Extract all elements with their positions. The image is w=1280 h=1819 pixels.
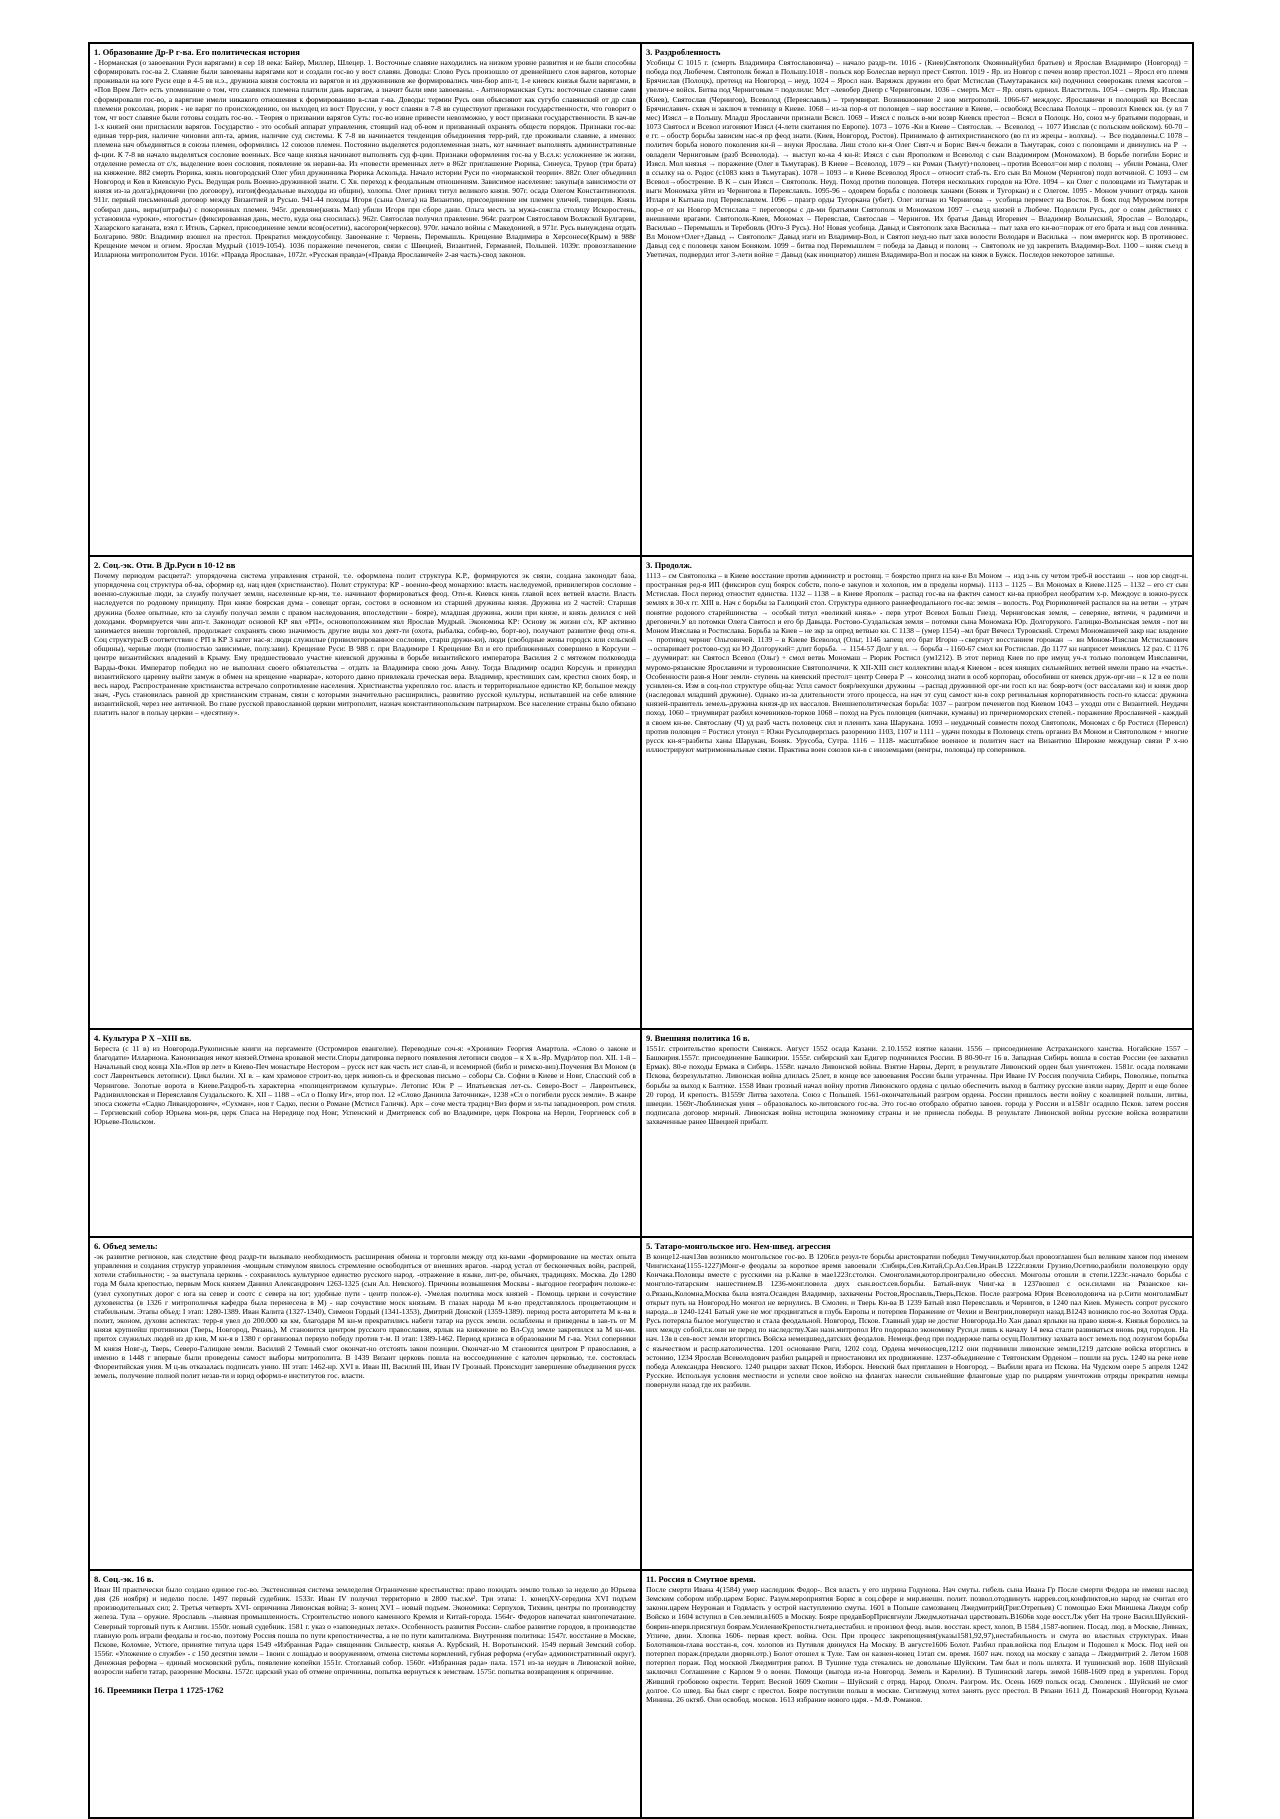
section-cell-4 xyxy=(89,1029,641,1237)
section-title-8: 8. Соц.-эк. 16 в. xyxy=(94,1574,154,1584)
section-text-3b: 1113 – см Святополка – в Киеве восстание против администр и ростовщ. = боярство пригл на кн-е Вл Моном → изд з-нь су четом треб-й восставш → нов юр сводт-н. пространная ред-я ИП (фиксиров сущ боярск собств, поло-е закупов и холопов, им в пределы нормы). 1113 – 1125 – Вл Мономах в Киеве.1125 – 1132 – его ст сын Мстислав. Посл период отностит единства. 1132 – 1138 – в Киеве Ярополк – распад гос-ва на фактич самост кн-ва приобрел необратим х-р. Междоус в южно-русск землях в 30-х гг. XIII в. Нач с борьбы за Галицкий стол. Структура единого раннефеодального гос-ва: земля – волость. Род Рюриковичей распался на на ветви → утрач понятие родового старейшинства → особый титул «великий князь» - перв утрот Всевол Больш Гнезд. Черниговская земля, – северяне, вятичи, ч радимичи и дреговичи.У вл потомки Олега Святосл и его бр Давыда. Ростово-Суздальская земля – потомки сына Мономаха Юр. Долгорукого. Галицко-Волынская земля - пот вн Моном Изяслава и Ростислава. Борьба за Киев – не зкр за опред ветвью кн. С 1138 – (умер 1154) –мл брат Вячесл Туровский. Стремл Мономашичей закр нас владение → противод черниг Ольговичей. 1139 – в Киеве Всеволод (Ольг, 1146 запещ его брат Игорю→свергнут восстанием горожан → вн Моном-Изяслав Мстиславович →оспаривает ростово-суд кн Ю Долгорукий= длит борьба. → 1154-57 Долг у вл. → борьба→1160-67 смол кн Ростислав. До 1177 кн наприсет менялись 12 раз. С 1176 – дуумвират: кн Святосл Всевол (Ольг) + смол ветвь Мономаш – Рюрик Ростисл (ум1212). В этот период Киев по пре имущ уч-л только половцем Изяславичи, муромо-рязанские Ярославичи и туровоинские Святополчичи. К XII-XIII сист коллективн влад-я Киевом - всея княщих сильнейших ветвей имели право на «часть». Особенности разв-я Новг земли- ступень на киевский престол= центр Севера Р → консолид знати в особ корпорац, обособивш от киевск друж-орг-ии – к 12 в ее полн уснвлен-ся. Изм в соц-пол структуре общ-ва: Успл самост бояр/вехушки дружины →распад дружинной орг-ии госп кл на: бояр-вотч (ост вассалами кн) и княж двор (наследовал младший дружине). Однако из-за длительности этого процесса, на нач эт сущ самост кн-в сохр регинальная корпоративность госп-го класса: дружина князей-правитель земель-дружина князя-др их вассалов. Внешнеполитическая борьба: 1037 – разгром печенегов под Киевом 1043 – уходш отн с Византией. Неудачн поход. 1060 – триумвират разбил кочевников-торков 1068 – поход на Русь половцев (кипчаки, куманы) из причерноморских степей.- поражение Ярославичей - каждый в своем кн-ве. Святославу (Ч) уд разб часть половецк сил и пленить хана Шарукана. 1093 – неудачный совместн поход Святополк, Мономах с бр Ростисл (Перевсл) против половцев = Ростисл утонул = Южн Русьподверглась разорению 1103, 1107 и 1111 – удачн походы в Половецк степь организ Вл Моном и Святополком + многие русск кн-я=разбиты ханы Шарукан, Боняк. Урусоба, Сутра. 1116 – 1118- масштабное военное и политич наст на Византию Широкие междунар связи Р х-но иллюстрируют матримониальные связи. Практика воен союзов кн-в с иноземцами (венгры, половцы) пр соперников. xyxy=(646,571,1188,754)
section-text-5: В конце12-нач13вв возникло монгольское гос-во. В 1206г.в резул-те борьбы аристократии победил Темучин,котор.был провозглашен был великим ханом под именем Чингисхана(1155-1227)Монг-е феодалы за короткое время завоевали :Сибирь,Сев.Китай,Ср.Аз.Сев.Иран.В 1222г.взяли Грузию,Осетию,разбили половецкую орду Кончака.Половцы вместе с русскими на р.Калке в мае1223г.столкн. Смонголами,котор.проиграли,но обессил. Монголы отошли в степи.1223г.-начало борьбы с монголо-татарским нашествием.В 1236-монг.повела двух сын.вост.сев.борьбы. Батый-внук Чинг-ка в 1237вошел с осн.силами на Рязанское кн-о.Рязань,Коломна,Москва была взята.Осажден Владимир, захвачены Ростов,Ярославль,Тверь,Псков. После разгрома Юрия Всеволодовича на р.Сити монголамБыт открыт путь на Новгород.Но монгол не вернулись. В Смолен. и Тверь Кн-ва В 1239 Батый взял Переяславль и Чернигов, в 1240 пал Киев. Мужесть сопрот русского народа...в 1240-1241 Батый уже не мог продвигаться в глубь Европы и потерпев Поражение от Чехии и Венгрии,повернул назад.В1243 возникло гос-во Золотая Орда. Русь потеряла былое могущество и стала феодальной. Новгород, Псков. Главный удар не достиг Новгорода.Но Хан давал ярлыки на право княж-я. Князья боролись за них между собой,т.к.они не перед по наследству.Хан назн.митропол Иго подорвало экономику Руси,н лишь к началу 14 века стали развиваться вновь ряд городов. На нач. 13в в сев-вост земли вторглись Войска немецшвед,датских феодалов. Немецк.феод при поддержке папы осущ.Политику захвата вост земель под лозунгом борьбы с язычеством и распр.католичества. 1201 основание Риги, 1202 созд. Ордена меченосцев,1212 они подчинили ливонские земли,1219 датские войска вторглись в эстонию, 1234 Ярослав Всеволодович разбил рыцарей и приостановил их продвижение. 1237-объединение с Тевтонским Орденом – пошли на русь. 1240 на реке неве победа Александра Невского. 1240 рыцари захват Псков, Изборск. Невский был приглашен в Новгород. – Выбили врага из Пскова. На Чудском озере 5 апреля 1242 Русские. Используя условия местности и успели свое войско на флангах нанесли сильнейшие фланговые удар по рыцарям уничтожив отряды прекратив немцы повернули назад где их разбили. xyxy=(646,1252,1188,1390)
section-title-3: 3. Раздробленность xyxy=(646,47,721,57)
section-cell-3b xyxy=(641,556,1193,1029)
section-cell-9 xyxy=(641,1029,1193,1237)
section-title-6: 6. Объед земель: xyxy=(94,1241,158,1251)
document-page xyxy=(88,42,1194,1777)
section-title-5: 5. Татаро-монгольское иго. Нем-швед. агрессия xyxy=(646,1241,831,1251)
section-title-16: 16. Преемники Петра 1 1725-1762 xyxy=(94,1684,224,1695)
section-text-3: Усобицы С 1015 г. (смерть Владимира Святославовича) – начало раздр-ти. 1016 - (Киев)Святополк Окоянный(убил братьев) и Ярослав Владимиро (Новгород) = победа под Любечем. Святополк бежал в Польшу.1018 - польск кор Болеслав вернул прест Святоп. 1019 - Яр. из Новгор с печен возвр престол.1021 – Яросл его племя Брячислав (Полоцк), претенд на Новгород – неуд. 1024 – Яросл нан. Варяжск дружин его брат Мстислав (Тьмутараканск кн) подчинил северокавк племя касогов – увелич-е войск. Битва под Черниговым = поделили: Мст –левобер Днепр с Черниговым. 1036 – смерть Мст – Яр. опять единол. Властитель. 1054 – смерть Яр. Изяслав (Киев), Святослав (Чернигов), Всеволод (Переяславль) – триумвират. Возникновение 2 нов митрополий. 1066-67 междоус. Ярославичи и полоцкий кн Всеслав Брячиславич- схвач и заключ в темницу в Киеве. 1068 – из-за пор-я от половцев – нар восстание в Киеве, – освобожд Всеслава Полоцк – провозгл Киевск кн. (у вл 7 мес) Изясл – в Польшу. Младш Ярославичи признали Всясл. 1069 – Изясл с польск в-ми возвр Киевск престол – Всясл в Полоцк. Но, союз м-у братьями подорван, и 1073 Святосл и Всевол изгоняют Изясл (4-лети скитания по Европе). 1073 – 1076 -Кн в Киеве – Святослав. → Всеволод → 1077 Изяслав (с польским войском). 60-70 –е гг. – обостр борьбы зависим нас-я пр феод знати. (Киев, Новгород, Ростов). Принимало ф антихристианского (во гл из жрецы - волхвы). → Все подавлены.С 1078 – политич борьба нового поколения кн-й – внуки Ярослава. Лиш столо кн-я Олег Свят-ч и Борис Вяч-ч бежали в Тьмутарак, союз с половцами и двинулись на Р → овладели Черниговым (разб Всеволода). → выступ ко-ка 4 кн-й: Изясл с сын Ярополком и Всеволод с сын Владимиром (Мономахом). В борьбе погибли Борис и Изясл. Мол князья → поражение (Олег в Тьмутарак). В Киеве – Всеволод, 1079 – кн Роман (Тьмут)+половец→против Всевол=он мир с половц → убили Романа, Олег в ссылку на о. Родос (с1083 княз в Тьмутарак). 1078 – 1093 – в Киеве Всеволод Яросл – относит стаб-ть. Его сын Вл Моном (Чернигов) подп вотчиной. С 1093 – см Всевол→обострение. В К – сын Изясл – Святополк. Неуд. Поход против половцев. Потеря нескольких городов на Юге. 1094 – кн Олег с половцами из Тьмутарак и выгн Мономаха уйти из Чернигова в Переяславль. 1095-96 – одоврем борьба с половецк ханами (Боняк и Тугоркан) и с Олегом. 1095 - Моном учинит отрядь ханов Итларя и Кытына под Переяславлем. 1096 – празгр орды Тугоркана (убит). Олег изгнан из Чернигова → усобица перемест на Восток. В боях под Муромом потеря пор-е от кн Новгор Мстислава = переговоры с дв-ми братьями Святополк и Мономахом 1097 – съезд князей в Любече. Поделили Русь, дог о совм действиях с внешними врагами. Святополк-Киев, Мономах – Переяслав, Святослав – Чернигов. Их братья Давыд Игоревич – Владимир Волынский, Ярослав – Володарь, Василько – Перемышль и Теребовль (Юго-З Русь). Но! Новая усобица. Давыд и Святополк захв Василька→ пыт захв его кн-во=пораж от его брата и выд сов ленника. Вл Моном+Олег+Давыд ↔ Святополк= Давыд изгн из Владимир-Вол, и Святоп неуд-но пыт захв волости Володаря и Василька → пом вмеригск кор. В противовес. Давыд сед с половецк ханом Боняком. 1099 – битва под Перемышлем = победа за Давыд и половц → Святополк не уд закрепить Владимир-Вол. 1100 – княж съезд в Уветичах, подвердил итог 3-лети войне = Давыд (как инициатор) лишен Владимира-Вол и посаж на княж в Бужск. Последов некоторое затишье. xyxy=(646,58,1188,260)
section-title-4: 4. Культура Р X –XIII вв. xyxy=(94,1033,192,1043)
section-title-2: 2. Соц.-эк. Отн. В Др.Руси в 10-12 вв xyxy=(94,560,236,570)
section-title-3b: 3. Продолж. xyxy=(646,560,692,570)
section-text-4: Береста (с 11 в) из Новгорода.Рукописные книги на пергаменте (Остромиров евангелие). Переводные соч-я: «Хроники» Георгия Амартола. «Слово о законе и благодати» Илларионa. Канонизация некот князей.Отмена кровавой мести.Споры датировка первого появления летописи сводов – к X в.-Яр. Мудр/втор пол. XII. 1-й – Начальный свод конца XIв.«Пов вр лет» в Киево-Печ монастыре Нестором – русск ист как часть ист слав-й, и всемирной (библ и римско-виз).Поучения Вл Моном (в сост Лаврентьевск летописи). Цикл былин. XI в. – кам храмовое строит-во, церк живоп-сь и фресковая письмо – соборы Св. Софии в Киеве и Новг, Спасский соб в Чернигове. Золотые ворота в Киеве.Раздроб-ть характерна «полицентризмом культуры». Летопис Юж Р – Ипатьевская лет-сь. Северо-Вост – Лаврентьевск, Радзивилловская и Переяславля Суздальского. К. XII – 1188 – «Сл о Полку Иг», втор пол. 12 «Слово Даниила Заточника», 1238 «Сл о погибели русск земли». В жанре эпоса сюжеты «Садко Ливандорович», «Сухман», нов г Садко, песни о Романе (Мстисл Галичк). Арх – соче места традиц+Виз форм и эл-ты западноевроп. ром стиля. – Гергиевский собор Юрьева мон-ря, церк Спаса на Нередице под Новг, Успенский и Дмитриевск соб во Владимире, церк Покрова на Нерли, Георгиевск соб в Юрьеве-Польском. xyxy=(94,1044,636,1127)
section-cell-3 xyxy=(641,43,1193,556)
section-text-11: После смерти Ивана 4(1584) умер наследник Федор-. Вся власть у его шурина Годунова. Нач смуты. гибель сына Ивана Гр После смерти Федора не имевш наслед Земским собором избр.царем Борис. Разум.мероприятия Борис в соц.сфере и мир.внешн. полит. позвол.отодвинуть наррев.соц.конфликтов,но народ не считал его законн.царем Неурожаи и Годвласть у острой наступлению смуты. 1601 в Польше самозванец Лжедмитрий(Григ.Отрепьев) С помощью Ежи Мнишека Лжедм собр Войско и 1604 вступил в Сев.земли.в1605 в Москву. Бояре предавБорПрисягнули Лжедм,котначал царствовать.В1606в ходе восст.Лж убит На троне Васил.Шуйский-боярин-вперв.присягнул боярам.УсилениеКрепостн.гнета,нестабил. и произвол феод. вызв. восстан. крест, холоп, В 1584 ,1587-вопиен. Посад. люд. в Москве, Ливнах, Угличе, двин. Хлопка 1606- первая крест. война. Осн. При процесс закрепощения(указы1581,92,97),нестабильность и смута во властных структурах. Иван Болотников-глава восстан-я, соч. холопов из Путивля двинулся На Москву. В августе1606 Болот. Разбил прав.войска под Ельцом и Подошел к Моск. Под ней он потерпел пораж.(предали дворян.отр.) Болот отошел к Туле. Там он казнен-конец 1этап см. время. 1607 нач. поход на москву с запада – Лжедмитрий 2. Летом 1608 потерпел пораж. Под москвой Лжедмитрия рапол. В Тушине туда стекались не довольные Шуйским. Там был и поль шляхта. И тушинский вор. 1608 Шуйский заключил Соглашение с Карлом 9 о военн. Помощи (выгода из-за Новгород. Земель и Карелии). В Тушинский лагерь зимой 1608-1609 пред в укреплен. Город Живший гробовою окрести. Террит. Весной 1609 Скопин – Шуйский с отряд. Народ. Ополч. Разгром. Их. Осень 1609 польск осад. Смоленск . Шуйский не смог долгое. Со швед. Бы был сверг с престол. Бояре поступили польш в москве. Сигизмунд хотел занять русс престол. В Рязани 1611 Д. Пожарский Новгород Кузьма Минина. 26 октяб. Они освобод. москов. 1613 избрание нового царя. - М.Ф. Романов. xyxy=(646,1585,1188,1704)
section-cell-8 xyxy=(89,1570,641,1818)
section-text-2: Почему периодом расцвета?: упорядочена система управления страной, т.е. оформлена полит структура К.Р., формируются эк связи, создана законодат база, упорядочена соц структура об-ва, сформир ед. нац идея (христианство). Полит структура: КР - военно-феод монархию: власть наследуемой, привилегиров сословие - военно-служилые люди, за службу получает земли, населенные кр-ми, т.е. начинают формироваться феод. Отн-я. Киевск князь главой всех ветвей власти. Власть наследуется по родовому принципу. При князе боярская дума - совещат орган, состоял в основном из старшей дружины князя. Дружина из 2 частей: Старшая дружина (более опытные, кто за службу получал земли с правом наследования, впоследствии - бояре), младшая дружина, жили при князе, и князь делился с ней доходами. Формируется чин апп-т. Законодат основой КР явл «РП», основоположником явл Ярослав Мудрый. Экономика КР: Основу эк жизни с/х, КР активно занимается внешн торговлей, продолжает сохранять свою значимость другие виды хоз деят-ти (охота, рыбалка, собир-во, борт-во), получают развитие феод отн-я. Соц структура:В соответствии с РП в КР 3 катег нас-я: люди служилые (привилегированное сословие, старш дружи-ки), люди (свободные жены городск или сельской общины), черные люди (полностью зависимые, полу.зави). Крещение Руси: В 988 г. при Владимире 1 Крещение Вл и его приближенных совершено в Корсуни – центре византийских владений в Крыму. Ему предшествовало участие киевской дружины в борьбе византийского императора Василия 2 с мятежом полководца Варды-Фоки. Император победил но не выполнил своего обязательства – отдать за Владимира свою дочь Анну. Тогда Владимир осадил Корсунь и принудил византийского царевну выйти замуж в обмен на крещение «варвара», которого давно привлекала греческая вера. Владимир, крестивших сам, крестил своих бояр, и весь народ. Распространение христианства встречало сопротивление населения. Христианства укрепляло гос. власть и территориальное единство КР, большое между знач, -Русь становилась равной др христианским странам, связи с которыми значительно расширились, развитию русской культуры, испытавшей на себе влияние византийской, через нее античной. Во главе русской православной церкви митрополит, назнач константинопольским патриархом. Все население страны было обязано платить налог в пользу церкви – «десятину». xyxy=(94,571,636,718)
section-cell-6 xyxy=(89,1237,641,1570)
section-text-1: - Норманская (о завоевании Руси варягами) в сер 18 века: Байер, Миллер, Шлецер. 1. Восточные славяне находились на низком уровне развития и не были способны сформировать гос-ва 2. Славяне были завоеваны варягами кот и создали гос-во у вост славян. Доводы: Слово Русь произошло от древнейшего слоя варягов, которые проживали на юге Руси еще в 4-5 вв н.э., дружина князя состояла из варягов и из дружинников же формировались чин-бюр апп-т, 1-е киевск князья были варягами, в «Пов Врем Лет» есть упоминание о том, что славянск племена платили дань варягам, а значит были ими завоеваны. - Антинорманская Суть: восточные славяне сами сформировали гос-во, а варягине имели никакого отношения к формированию в-слав г-ва. Доводы: термин Русь они объясняют как сугубо славянский от др слав племени роксолан, рюрик - не варяг по происхождению, он выходец из вост Пруссии, у вост славян в 7-8 вв существуют признаки государственности, что говорит о том, чт вост славяне были готовы создать гос-во. - Теория о призвании варягов Суть: гос-во извне привести невозможно, у вост признаки государственности. В кач-ве 1-х князей они пригласили варягов. Государство - это особый аппарат управления, стоящий над об-вом и призванный охранять обществ порядок. Признаки гос-ва: единая терр-рия, наличие чиновни апп-та, армия, наличие суд системы. К 7-8 вв начинается тенденция объединения терр-рий, где проживали славяне, а именно: племена нач объединяться в союзы племен, оформились 12 союзов племен. Постоянно выделяется родоплеменная знать, кот начинает выполнять административные ф-ции. К 7-8 вв начало выделяться сословие военных. Все чаще князья начинают выполнять суд ф-ции. Признаки оформления гос-ва у В.сл.к: усложнение эк жизни, отделение ремесла от с/х, выделение воен сословия, появление эк неравн-ва. Из «повести временных лет» в 862г приглашение Рюрика, Синеуса, Трувор (три брата) на княжение. 882 смерть Рюрика, князь новгородский Олег убил дружинника Рюрика Аскольда. Начало истории Руси по «норманской теории». 882г. Олег объединил Новгород и Кев в Киевскую Русь. Ведущая роль Военно-дружинной знати. С Хв. переход к феодальным отношениям. Зависимое население: закупы(в зависимости от князя из-за долга),рядовичи (по договору), изгои(феодальные выходцы из общин), холопы. Олег принял титул великого князя. 907г. осада Олегом Константинополя. 911г. первый письменный договор между Византией и Русью. 941-44 походы Игоря (сына Олега) на Византию, присоединение им племен уличей, тиверцев. Князь собирал дань, виры(штрафы) с покоренных племен. 945г. древляне(князь Мал) убили Игоря при сборе дани. Ольга месть за мужа-сожгла столицу Искоростень, установила «уроки», «погосты» (фиксированная дань, место, куда она сносилась). 962г. Святослав получил правление. 964г. разгром Святославом Волжской Булгарии, Хазарского каганата, взял г. Итиль, Саркел, присоединение земли ясов(осетин), касогоров(черкесов). 970г. начало войны с Македонией, в 971г. Русь вынуждена отдать Болгарию. 980г. Владимир взошел на престол. Прекратил междоусобицу. Завоевание г. Червень, Перемышль. Крещение Владимира в Херсонесе(Крым) в 988г Крещение мечом и огнем. Ярослав Мудрый (1019-1054). 1036 поражение печенегов, связи с Швецией, Византией, Германией, Польшей. 1039г. провозглашение Иллариона митрополитом Руси. 1016г. «Правда Ярослава», 1072г. «Русская правда»(«Правда Ярославичей» 2-ая часть)-свод законов. xyxy=(94,58,636,260)
section-cell-2 xyxy=(89,556,641,1029)
section-text-6: -эк развитие регионов, как следствие феод раздр-ти вызывало необходимость расширения обмена и торговли между отд кн-вами -формирование на местах опыта управления и создания структур управления -мощным стимулом явилось стремление освободиться от внешних врагов. -народ устал от бесконечных войн, распрей, хотели стабильности; - за выступала церковь - сохранилось культурное единство русского народ. -отражение в языке, лит-ре, обычаях, традициях. Москва. До 1280 года М была крепостью, первым Моск князем Даниил Александрович 1263-1325 (сын Ал. Невского). Причины возвышения Москвы - выгодное географич положе-е:(узел сухопутных дорог с юга на север и соотс с севера на юг; удобные пути - центр полож-е). -Умелая политика моск князей - Помощь церкви и сочувствие духовенства (в 1326 г митрополичья кафедра была перенесена в М) - нар сочувствие моск князьям. В глазах народа М к-во представлялось процветающим и стабильным. Этапы объед: I этап: 1280-1389. Иван Калита (1327-1340), Симеон Гордый (1341-1353), Дмитрий Донской (1359-1389). период роста авторитета М к-ва в полит, эконом, духовн аспектах: терр-я увел до 200.000 кв км, благодаря М кн-м прекратились набеги татар на русск земли. ослаблены и приведены в зав-ть от М князя крупнейш противники (Тверь, Новгород, Рязань), М становится центром русского православия, ярлык на княжение во Вл-Суд земле закрепился за М кн-ми. притох служилых людей из др кнв, М кн-я в 1380 г организовал первую победу против т-м. II этап: 1389-1462. Период кризиса в образовании М г-ва. Усил соперники М князя Новг-д, Тверь, Северо-Галицкие земли. Василий 2 Темный смог окончат-но отстоять закон позиции. Окончат-но М становится центром Р православия, а именно в 1448 г впервые были проведены самост выборы митрополита. В 1439 Визант церковь пошла на воссоединение с католич церковью, т.е. состоялась Флорентийская уния. М ц-вь отказалась подписать унию. III этап: 1462-нр. XVI в. Иван III, Василий III, Иван IV Грозный. Происходит завершение объединения русск земель, получение полной полит незав-ти и юрид оформл-е институтов гос. власти. xyxy=(94,1252,636,1381)
section-title-9: 9. Внешняя политика 16 в. xyxy=(646,1033,750,1043)
section-text-8: Иван III практически было создано единое гос-во. Экстенсивная система земледелия Ограничение крестьянства: право покидать землю только за неделю до Юрьева дня (26 ноября) и неделю после. 1497 первый судебник. 1533г. Иван IV получил территорию в 2800 тыс.км². Три этапа: 1. конецXV-середина XVI подъем производительных сил; 2. Третья четверть XVI- опричнина Ливонская война; 3- конец XVI – новый подъем. Экономика: Серпухов, Тихвин, центры по производству железа. Тула – оружие. Ярославль –льняная промышленность. Строительство нового каменного Кремля и Китай-города. 1564г- Федоров напечатал книгопечатание. Северный торговый путь к Англии. 1550г. новый судебник. 1581 г. указ о «заповедных летах». Особенность развития России- слабое развитие городов, в производстве главную роль играли феодалы и гос-во, поэтому Россия пошла по пути крепостничества, а не по пути капитализма. Внутренняя политика: 1547г. восстание в Москве, Пскове, Коломне, Устюге, принятие титула царя 1549 «Избранная Рада» священник Сильвестр, князья А. Курбский, Н. Воротынский. 1549 первый Земский собор. 1556г. «Уложение о службе» - с 150 десятин земли – 1воин с лошадью и вооружением, отмена системы кормлений, губная реформа («губа» административный округ). Денежная реформа – единый московский рубль, появление копейки 1551г. Стоглавый собор. 1560г. «Избранная рада» пала. 1571 из-за неудач в Ливонской войне, возросли набеги татар, разорение Москвы. 1572г. царский указ об отмене опричнины, попытка вернуться к земствам. 1575г. попытка возвращения к опричнине. xyxy=(94,1585,636,1677)
section-cell-5 xyxy=(641,1237,1193,1570)
sections-table xyxy=(88,42,1194,1819)
section-cell-11 xyxy=(641,1570,1193,1818)
section-title-11: 11. Россия в Смутное время. xyxy=(646,1574,756,1584)
section-title-1: 1. Образование Др-Р г-ва. Его политическая история xyxy=(94,47,300,57)
section-cell-1 xyxy=(89,43,641,556)
section-text-9: 1551г. строительство крепости Свияжск. Август 1552 осада Казани. 2.10.1552 взятие казани. 1556 – присоединение Астраханского ханства. Ногайские 1557 – Башкирия.1557г. присоединение Башкирии. 1555г. сибирский хан Едигер подчинился России. В 80-90-гг 16 в. Западная Сибирь вошла в состав России (ее захватил Ермак). 80-е походы Ермака в Сибирь. 1558г. начало Ливонской войны. Взятие Нарвы, Дерпт, в результате Ливонский орден был уничтожен. 1581г. осада поляками Пскова, безрезультатно. Ливонская война длилась 25лет, в конце все завоевания России были утрачены. При Иване IV Россия получила Сибирь, Поволжье, попытка борьбы за выход к Балтике. 1558 Иван грозный начал войну против Ливонского ордена с целью обеспечить выход в балтику русские взяли нарву, Дерпт и еще более 20 город. И крепость. В1559г Литва захотела. Союз с Польшей. 1561-окончательный разгром ордена. России пришлось вести войну с коалицией польши, литвы, швеции. 1569г-Люблинская уния – образовалось ко-литовского гос-ва. Это гос-во отобрало обратно завоев. города у России и в1581г осадило Псков. затем россия подписала договор мирный. Ливонская война истощила экономику страны и не принесла победы. В результате Ливонской войны русские войска возвратили захваченные ранее Швецией прибалт. xyxy=(646,1044,1188,1127)
